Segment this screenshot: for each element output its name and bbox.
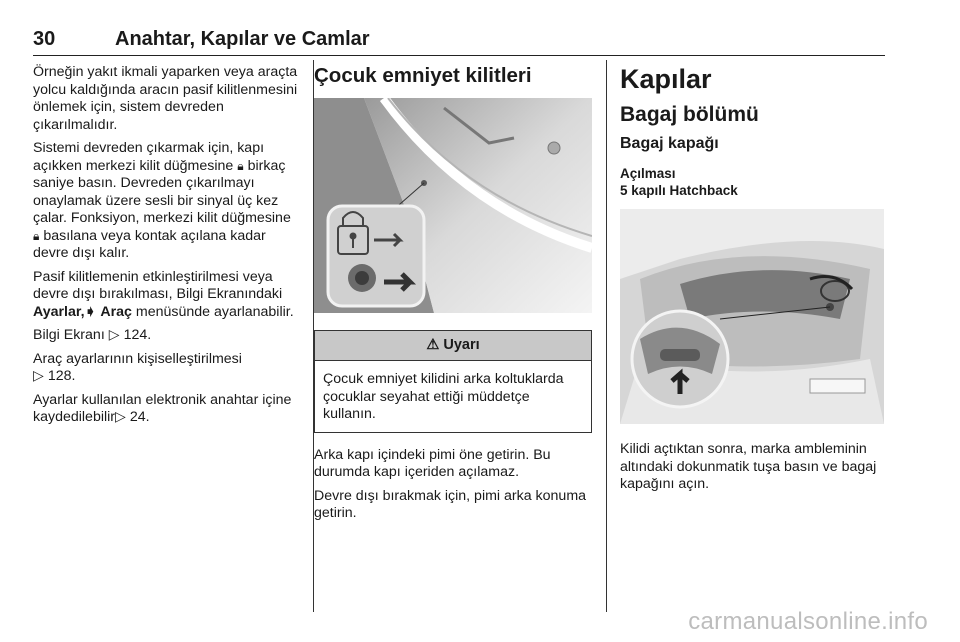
column-1 (33, 64, 301, 433)
heading-doors: Kapılar (620, 64, 712, 94)
page-header (33, 28, 885, 52)
heading-opening: Açılması (620, 166, 676, 181)
paragraph: Örneğin yakıt ikmali yaparken veya araçta yolcu kaldığında aracın pasif kilitlenmesini önlemek için, sistem devreden çıkarılmalıdır. (33, 64, 298, 133)
heading-tailgate: Bagaj kapağı (620, 135, 719, 152)
text-span: Bilgi Ekranı (33, 327, 105, 343)
chapter-title: Anahtar, Kapılar ve Camlar (115, 28, 370, 50)
page-number: 30 (33, 28, 56, 50)
warning-box (314, 330, 592, 433)
paragraph (33, 392, 301, 427)
page-ref: 124. (123, 327, 152, 343)
ref-arrow-icon: ▷ (33, 368, 44, 384)
warning-title: Uyarı (443, 337, 480, 353)
page-ref: 24. (129, 409, 150, 425)
heading-luggage: Bagaj bölümü (620, 103, 759, 126)
menu-separator-icon: ,➧ (80, 303, 97, 320)
paragraph (33, 351, 301, 386)
menu-settings: Ayarlar (33, 303, 81, 320)
paragraph: Devre dışı bırakmak için, pimi arka konuma getirin. (314, 487, 587, 521)
section-title: Çocuk emniyet kilitleri (314, 64, 532, 87)
column-2 (314, 64, 596, 529)
header-rule (33, 55, 885, 56)
paragraph (33, 269, 301, 322)
text-span: basılana veya kontak açılana kadar devre dışı kalır. (33, 227, 266, 261)
column-divider-2 (606, 60, 607, 612)
text-span: Sistemi devreden çıkarmak için, kapı açıkken merkezi kilit düğmesine (33, 140, 265, 174)
column-3 (620, 64, 888, 500)
ref-arrow-icon: ▷ (115, 409, 126, 425)
paragraph (33, 140, 301, 263)
child-lock-illustration (314, 98, 592, 313)
menu-vehicle: Araç (100, 303, 132, 320)
heading-hatchback: 5 kapılı Hatchback (620, 183, 738, 198)
warning-body (315, 361, 591, 432)
warning-text: Çocuk emniyet kilidini arka koltuklarda çocuklar seyahat ettiği müddetçe kullanın. (323, 371, 564, 422)
text-span: menüsünde ayarlanabilir. (135, 303, 294, 320)
warning-triangle-icon: ⚠ (426, 337, 440, 353)
watermark: carmanualsonline.info (688, 608, 928, 635)
ref-arrow-icon: ▷ (108, 327, 120, 343)
paragraph: Arka kapı içindeki pimi öne getirin. Bu durumda kapı içeriden açılamaz. (314, 446, 551, 480)
paragraph: Kilidi açtıktan sonra, marka ambleminin altındaki dokunmatik tuşa basın ve bagaj kapağını açın. (620, 441, 877, 492)
lock-icon: 🔒︎ (237, 158, 244, 173)
page-ref: 128. (47, 368, 76, 384)
text-span: birkaç saniye basın. Devreden çıkarılmayı onaylamak üzere sesli bir sinyal üç kez çalar. Fonksiyon, merkezi kilit düğmesine (33, 157, 291, 226)
text-span: Pasif kilitlemenin etkinleştirilmesi veya devre dışı bırakılması, Bilgi Ekranındaki (33, 268, 283, 302)
text-span: Araç ayarlarının kişiselleştirilmesi (33, 350, 242, 367)
tailgate-illustration (620, 209, 884, 424)
warning-header (315, 331, 591, 361)
text-span: Ayarlar kullanılan elektronik anahtar içine kaydedilebilir (33, 391, 292, 425)
lock-icon: 🔒︎ (33, 228, 40, 243)
paragraph (33, 327, 301, 345)
